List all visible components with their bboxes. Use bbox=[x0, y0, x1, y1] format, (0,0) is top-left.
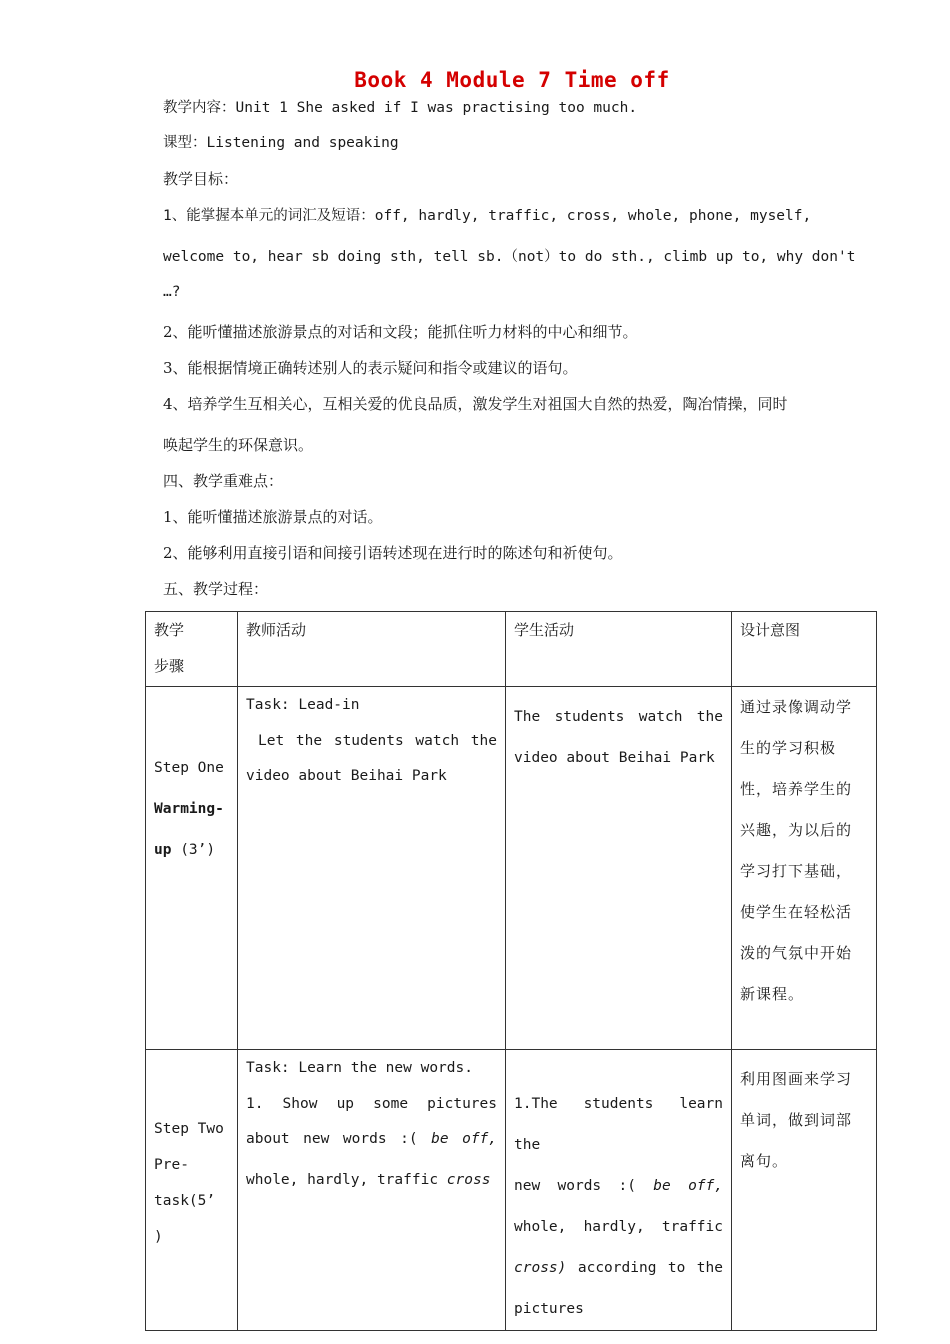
row1-step-name: Step One bbox=[154, 760, 224, 776]
objective-4-line-b: 唤起学生的环保意识。 bbox=[163, 436, 314, 454]
row1-step-bold-a: Warming- bbox=[154, 801, 224, 817]
row2-teacher-line-2b: be off, bbox=[431, 1131, 498, 1147]
row2-step-line-2: Pre- bbox=[154, 1157, 189, 1173]
row2-student-line-3: whole, hardly, traffic bbox=[514, 1219, 723, 1235]
row2-teacher-line-3a: whole, hardly, traffic bbox=[246, 1172, 439, 1188]
row1-design-cell bbox=[732, 687, 877, 1050]
row2-student-line-2a: new words :( bbox=[514, 1178, 636, 1194]
row2-teacher-cell bbox=[238, 1050, 506, 1331]
row2-student-cell bbox=[506, 1050, 732, 1331]
header-teacher bbox=[238, 612, 506, 687]
row1-design-line-3: 性，培养学生的 bbox=[740, 780, 853, 798]
header-design bbox=[732, 612, 877, 687]
objectives-heading: 教学目标： bbox=[163, 170, 239, 188]
teaching-process-table bbox=[145, 611, 877, 1331]
content-line: 教学内容：Unit 1 She asked if I was practising too much. bbox=[163, 100, 638, 116]
row2-step-cell bbox=[146, 1050, 238, 1331]
row2-student-line-2b: be off, bbox=[653, 1178, 723, 1194]
page-title: Book 4 Module 7 Time off bbox=[354, 68, 670, 92]
row2-teacher-line-3b: cross bbox=[446, 1172, 491, 1188]
row1-teacher-cell bbox=[238, 687, 506, 1050]
header-teacher-label: 教师活动 bbox=[246, 621, 307, 639]
header-step bbox=[146, 612, 238, 687]
row2-design-line-2: 单词，做到词部 bbox=[740, 1111, 853, 1129]
row2-step-line-3: task(5’ bbox=[154, 1193, 216, 1209]
row1-step-cell bbox=[146, 687, 238, 1050]
key-point-1: 1、能听懂描述旅游景点的对话。 bbox=[163, 508, 383, 526]
row2-student-line-4 bbox=[514, 1248, 723, 1289]
row2-student-line-2 bbox=[514, 1166, 723, 1207]
row1-student-cell bbox=[506, 687, 732, 1050]
row1-teacher-task: Task: Lead-in bbox=[246, 697, 360, 713]
table-row bbox=[146, 1050, 877, 1331]
objective-4-line-a: 4、培养学生互相关心，互相关爱的优良品质，激发学生对祖国大自然的热爱，陶冶情操，同时 bbox=[163, 395, 788, 413]
row1-design-line-7: 泼的气氛中开始 bbox=[740, 944, 853, 962]
header-step-line-1: 教学 bbox=[154, 621, 185, 639]
row1-design-line-6: 使学生在轻松活 bbox=[740, 903, 853, 921]
header-student-label: 学生活动 bbox=[514, 621, 575, 639]
row2-teacher-line-1: 1. Show up some pictures bbox=[246, 1096, 497, 1112]
row1-student-line-1: The students watch the bbox=[514, 709, 723, 725]
row2-student-line-1: 1.The students learn the bbox=[514, 1096, 723, 1153]
objective-1-line-a: 1、能掌握本单元的词汇及短语：off, hardly, traffic, cross, whole, phone, myself, bbox=[163, 208, 812, 224]
row1-design-line-2: 生的学习积极 bbox=[740, 739, 837, 757]
row2-teacher-line-2 bbox=[246, 1119, 497, 1160]
row2-teacher-task: Task: Learn the new words. bbox=[246, 1060, 473, 1076]
row2-student-line-4a: cross) bbox=[514, 1260, 567, 1276]
objective-2: 2、能听懂描述旅游景点的对话和文段；能抓住听力材料的中心和细节。 bbox=[163, 323, 638, 341]
objective-1-line-b: welcome to, hear sb doing sth, tell sb.（not）to do sth., climb up to, why don't bbox=[163, 249, 856, 265]
row1-design-line-8: 新课程。 bbox=[740, 985, 805, 1003]
row2-teacher-line-2a: about new words :( bbox=[246, 1131, 418, 1147]
row2-design-text bbox=[740, 1050, 868, 1182]
row2-student-line-5: pictures bbox=[514, 1301, 584, 1317]
process-heading: 五、教学过程： bbox=[163, 580, 269, 598]
row1-design-line-5: 学习打下基础， bbox=[740, 862, 853, 880]
key-point-2: 2、能够利用直接引语和间接引语转述现在进行时的陈述句和祈使句。 bbox=[163, 544, 623, 562]
row1-design-text bbox=[740, 687, 868, 1015]
header-student bbox=[506, 612, 732, 687]
key-points-heading: 四、教学重难点： bbox=[163, 472, 284, 490]
row1-design-line-1: 通过录像调动学 bbox=[740, 698, 853, 716]
row1-teacher-line-2: video about Beihai Park bbox=[246, 768, 447, 784]
row1-step-bold-b: up bbox=[154, 842, 172, 858]
row2-step-line-1: Step Two bbox=[154, 1121, 224, 1137]
row2-teacher-line-3 bbox=[246, 1160, 497, 1201]
row1-design-line-4: 兴趣，为以后的 bbox=[740, 821, 853, 839]
table-header-row bbox=[146, 612, 877, 687]
header-step-line-2: 步骤 bbox=[154, 657, 185, 675]
row2-step-line-4: ) bbox=[154, 1229, 163, 1245]
objective-1-line-c: …? bbox=[163, 284, 181, 300]
objective-3: 3、能根据情境正确转述别人的表示疑问和指令或建议的语句。 bbox=[163, 359, 578, 377]
table-row bbox=[146, 687, 877, 1050]
lesson-type-line: 课型：Listening and speaking bbox=[163, 135, 399, 151]
row1-step-time: (3’) bbox=[180, 842, 216, 858]
row2-student-line-4b: according to the bbox=[577, 1260, 723, 1276]
header-design-label: 设计意图 bbox=[740, 621, 801, 639]
row1-teacher-line-1: Let the students watch the bbox=[258, 733, 497, 749]
row1-student-line-2: video about Beihai Park bbox=[514, 750, 715, 766]
row2-design-cell bbox=[732, 1050, 877, 1331]
row2-design-line-1: 利用图画来学习 bbox=[740, 1070, 853, 1088]
row2-design-line-3: 离句。 bbox=[740, 1152, 789, 1170]
